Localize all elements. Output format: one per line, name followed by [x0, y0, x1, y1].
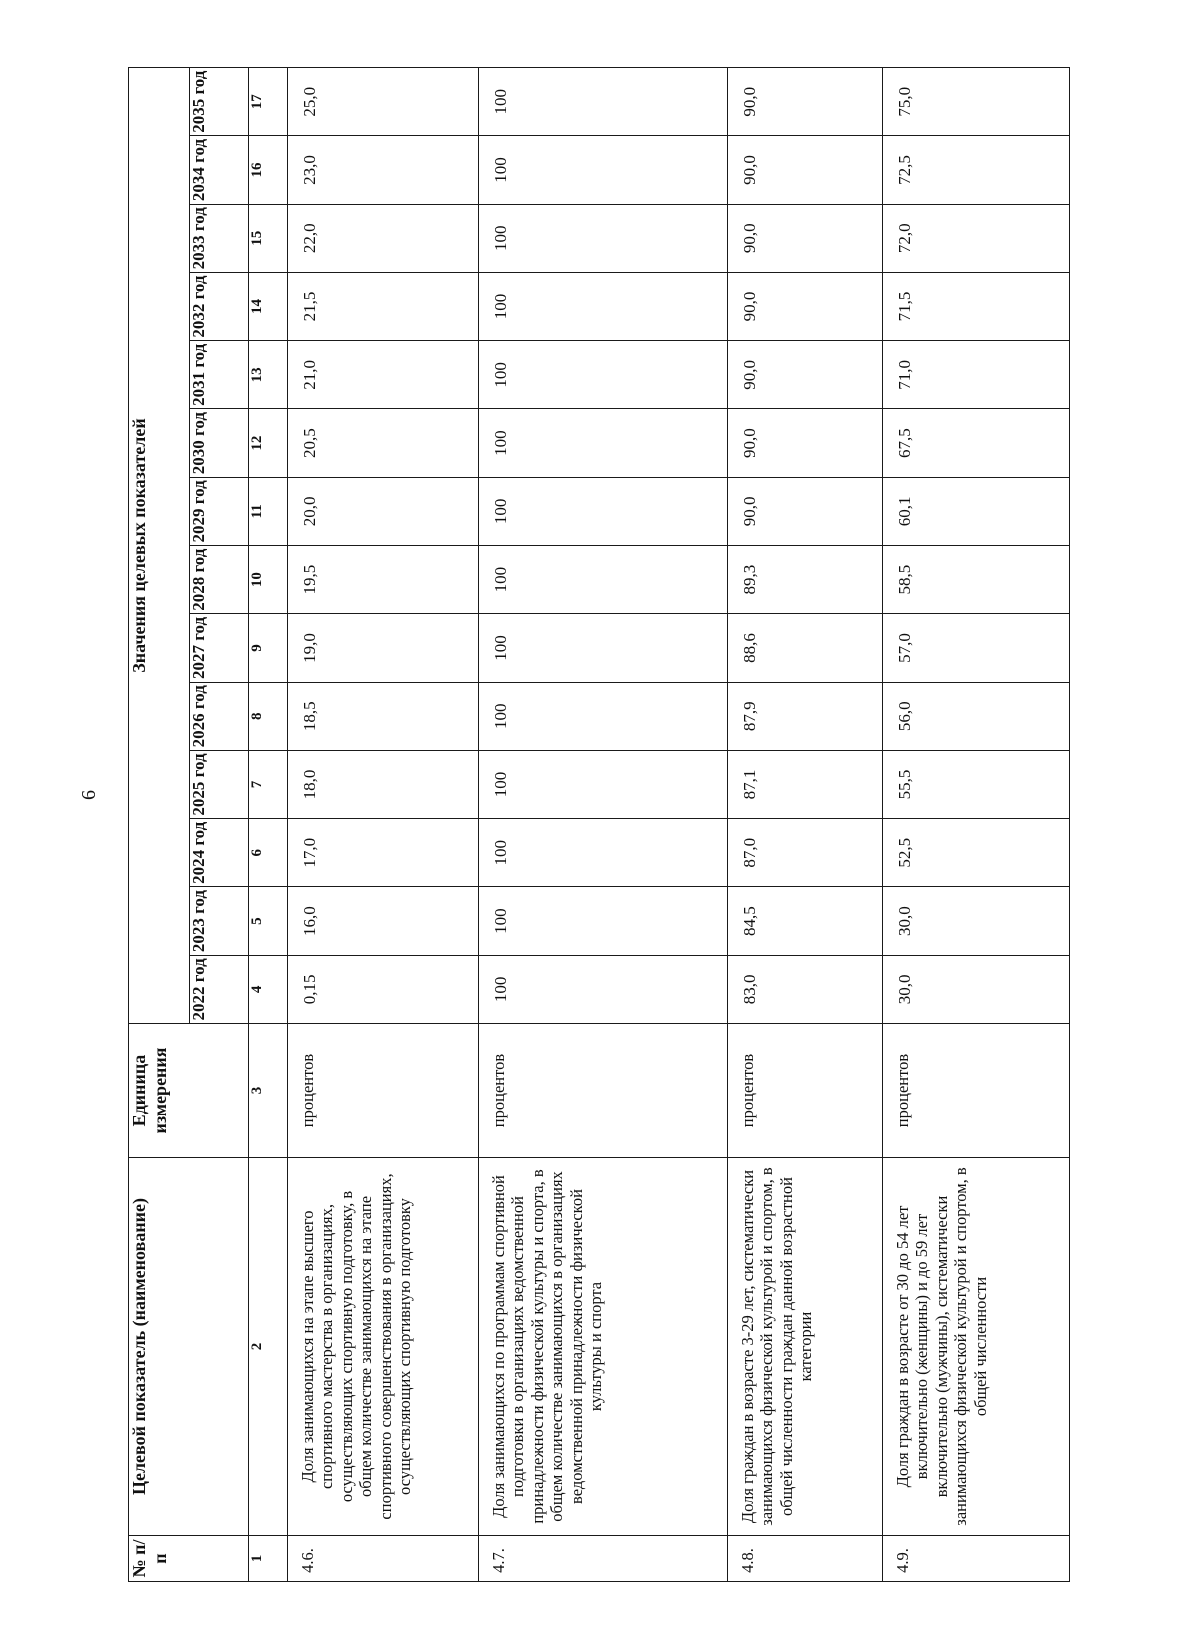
row-number: 4.7. — [479, 1536, 728, 1582]
value-cell: 87,1 — [728, 750, 883, 818]
value-cell: 90,0 — [728, 204, 883, 272]
row-number: 4.6. — [288, 1536, 479, 1582]
value-cell: 20,5 — [288, 409, 479, 477]
value-cell: 100 — [479, 614, 728, 682]
column-number: 6 — [249, 819, 288, 887]
unit-cell: процентов — [883, 1024, 1070, 1158]
value-cell: 67,5 — [883, 409, 1070, 477]
value-cell: 72,0 — [883, 204, 1070, 272]
row-number: 4.9. — [883, 1536, 1070, 1582]
value-cell: 100 — [479, 819, 728, 887]
value-cell: 30,0 — [883, 887, 1070, 955]
column-number: 7 — [249, 750, 288, 818]
header-values-group: Значения целевых показателей — [129, 68, 190, 1024]
indicator-name: Доля занимающихся по программам спортивной подготовки в организациях ведомственной принадлежности физической культуры и спорта, в общем количестве занимающихся в организациях ведомственной принадлежности физической культуры и спорта — [479, 1158, 728, 1536]
column-number-row — [249, 68, 288, 1582]
header-year: 2031 год — [190, 341, 249, 409]
column-number: 10 — [249, 546, 288, 614]
indicator-name: Доля занимающихся на этапе высшего спортивного мастерства в организациях, осуществляющих спортивную подготовку, в общем количестве занимающихся на этапе спортивного совершенствования в организациях, осуществляющих спортивную подготовку — [288, 1158, 479, 1536]
value-cell: 100 — [479, 887, 728, 955]
unit-cell: процентов — [479, 1024, 728, 1158]
value-cell: 90,0 — [728, 272, 883, 340]
header-year: 2027 год — [190, 614, 249, 682]
value-cell: 18,5 — [288, 682, 479, 750]
value-cell: 23,0 — [288, 136, 479, 204]
value-cell: 100 — [479, 68, 728, 136]
value-cell: 88,6 — [728, 614, 883, 682]
table-row — [479, 68, 728, 1582]
header-year: 2033 год — [190, 204, 249, 272]
value-cell: 52,5 — [883, 819, 1070, 887]
value-cell: 90,0 — [728, 136, 883, 204]
indicator-name: Доля граждан в возрасте 3-29 лет, систематически занимающихся физической культурой и спортом, в общей численности граждан данной возрастной категории — [728, 1158, 883, 1536]
value-cell: 75,0 — [883, 68, 1070, 136]
header-year: 2030 год — [190, 409, 249, 477]
value-cell: 83,0 — [728, 955, 883, 1023]
page-number: 6 — [78, 790, 100, 800]
value-cell: 100 — [479, 682, 728, 750]
table-row — [288, 68, 479, 1582]
header-year: 2025 год — [190, 750, 249, 818]
value-cell: 18,0 — [288, 750, 479, 818]
value-cell: 57,0 — [883, 614, 1070, 682]
column-number: 16 — [249, 136, 288, 204]
value-cell: 90,0 — [728, 409, 883, 477]
unit-cell: процентов — [288, 1024, 479, 1158]
header-year: 2035 год — [190, 68, 249, 136]
value-cell: 87,9 — [728, 682, 883, 750]
value-cell: 100 — [479, 955, 728, 1023]
target-indicators-table — [128, 67, 1070, 1582]
column-number: 11 — [249, 477, 288, 545]
value-cell: 90,0 — [728, 341, 883, 409]
column-number: 3 — [249, 1024, 288, 1158]
column-number: 12 — [249, 409, 288, 477]
header-year: 2023 год — [190, 887, 249, 955]
value-cell: 0,15 — [288, 955, 479, 1023]
column-number: 13 — [249, 341, 288, 409]
value-cell: 30,0 — [883, 955, 1070, 1023]
column-number: 14 — [249, 272, 288, 340]
value-cell: 72,5 — [883, 136, 1070, 204]
column-number: 2 — [249, 1158, 288, 1536]
value-cell: 71,0 — [883, 341, 1070, 409]
column-number: 4 — [249, 955, 288, 1023]
value-cell: 100 — [479, 204, 728, 272]
header-year: 2022 год — [190, 955, 249, 1023]
column-number: 17 — [249, 68, 288, 136]
header-year: 2028 год — [190, 546, 249, 614]
column-number: 9 — [249, 614, 288, 682]
value-cell: 100 — [479, 272, 728, 340]
value-cell: 55,5 — [883, 750, 1070, 818]
value-cell: 100 — [479, 546, 728, 614]
value-cell: 20,0 — [288, 477, 479, 545]
header-year: 2034 год — [190, 136, 249, 204]
value-cell: 71,5 — [883, 272, 1070, 340]
value-cell: 22,0 — [288, 204, 479, 272]
table-row — [883, 68, 1070, 1582]
value-cell: 84,5 — [728, 887, 883, 955]
value-cell: 100 — [479, 477, 728, 545]
header-unit: Единица измерения — [129, 1024, 249, 1158]
rotated-table-wrapper — [128, 68, 1018, 1582]
value-cell: 58,5 — [883, 546, 1070, 614]
unit-cell: процентов — [728, 1024, 883, 1158]
column-number: 8 — [249, 682, 288, 750]
value-cell: 17,0 — [288, 819, 479, 887]
value-cell: 89,3 — [728, 546, 883, 614]
value-cell: 25,0 — [288, 68, 479, 136]
value-cell: 19,5 — [288, 546, 479, 614]
value-cell: 100 — [479, 409, 728, 477]
row-number: 4.8. — [728, 1536, 883, 1582]
table-row — [728, 68, 883, 1582]
value-cell: 100 — [479, 136, 728, 204]
column-number: 15 — [249, 204, 288, 272]
indicator-name: Доля граждан в возрасте от 30 до 54 лет включительно (женщины) и до 59 лет включительно (мужчины), систематически занимающихся физической культурой и спортом, в общей численности — [883, 1158, 1070, 1536]
value-cell: 21,5 — [288, 272, 479, 340]
header-year: 2029 год — [190, 477, 249, 545]
value-cell: 21,0 — [288, 341, 479, 409]
value-cell: 87,0 — [728, 819, 883, 887]
header-year: 2032 год — [190, 272, 249, 340]
value-cell: 56,0 — [883, 682, 1070, 750]
value-cell: 100 — [479, 341, 728, 409]
value-cell: 16,0 — [288, 887, 479, 955]
header-no: № п/п — [129, 1536, 249, 1582]
header-year: 2024 год — [190, 819, 249, 887]
value-cell: 90,0 — [728, 477, 883, 545]
header-name: Целевой показатель (наименование) — [129, 1158, 249, 1536]
value-cell: 19,0 — [288, 614, 479, 682]
column-number: 5 — [249, 887, 288, 955]
header-year: 2026 год — [190, 682, 249, 750]
value-cell: 100 — [479, 750, 728, 818]
value-cell: 60,1 — [883, 477, 1070, 545]
column-number: 1 — [249, 1536, 288, 1582]
value-cell: 90,0 — [728, 68, 883, 136]
